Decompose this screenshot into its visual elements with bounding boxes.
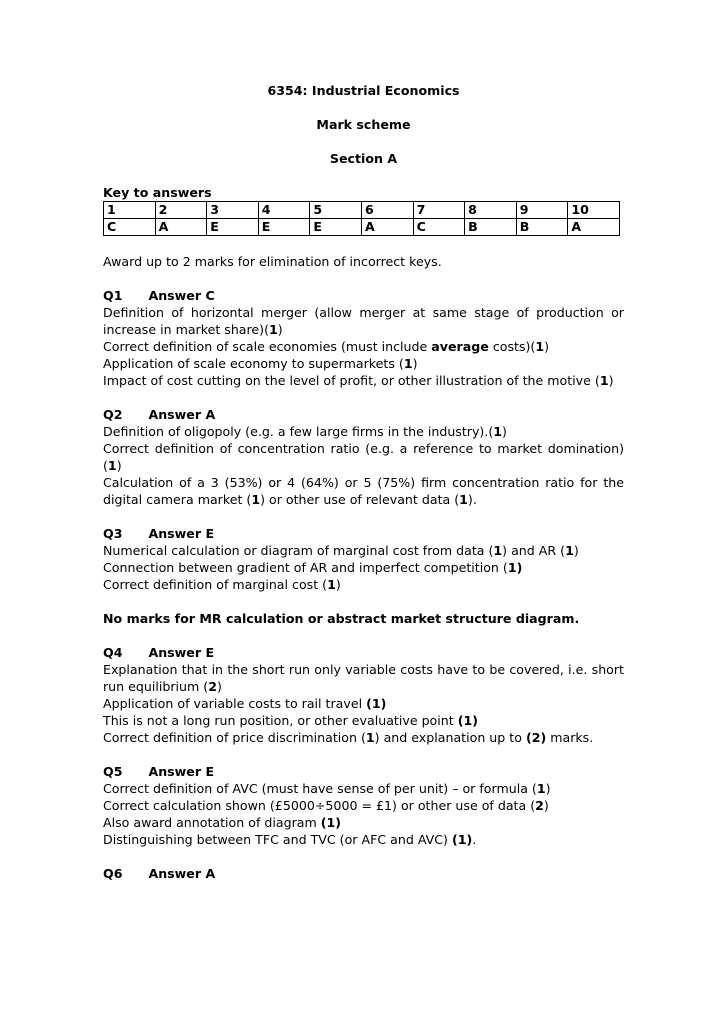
mark-value: 1 xyxy=(403,356,413,371)
mark-line xyxy=(103,576,624,593)
mark-text: Correct calculation shown (£5000÷5000 = £1) or other use of data ( xyxy=(103,798,536,813)
mark-value: (2) xyxy=(525,730,547,745)
answer-key-table xyxy=(103,201,620,236)
question-heading xyxy=(103,865,624,882)
mark-value: 1 xyxy=(493,543,503,558)
key-answer: B xyxy=(465,219,517,236)
key-answer: C xyxy=(104,219,156,236)
question-answer: Answer E xyxy=(148,764,215,779)
key-number: 6 xyxy=(361,202,413,219)
mark-line xyxy=(103,355,624,372)
key-number: 5 xyxy=(310,202,362,219)
key-number: 1 xyxy=(104,202,156,219)
mark-text: marks. xyxy=(546,730,594,745)
question-answer: Answer E xyxy=(148,526,215,541)
mark-text: Connection between gradient of AR and imperfect competition ( xyxy=(103,560,508,575)
key-number: 7 xyxy=(413,202,465,219)
question-number: Q6 xyxy=(103,866,123,881)
mark-text: Also award annotation of diagram xyxy=(103,815,321,830)
key-answer: C xyxy=(413,219,465,236)
mark-text: Correct definition of AVC (must have sense of per unit) – or formula ( xyxy=(103,781,537,796)
mark-value: (1) xyxy=(451,832,473,847)
mark-text: . xyxy=(472,832,477,847)
key-answer: A xyxy=(568,219,620,236)
question-number: Q2 xyxy=(103,407,123,422)
mark-value: 1 xyxy=(251,492,261,507)
key-number: 9 xyxy=(516,202,568,219)
key-answer: B xyxy=(516,219,568,236)
mark-text: ). xyxy=(467,492,477,507)
mark-text: ) xyxy=(216,679,222,694)
mark-text: Calculation of a 3 (53%) or 4 (64%) or 5 (75%) firm concentration ratio for the digital camera market ( xyxy=(103,475,624,507)
intro-text: Award up to 2 marks for elimination of incorrect keys. xyxy=(103,254,442,269)
mark-line xyxy=(103,372,624,389)
mark-text: ) and AR ( xyxy=(502,543,566,558)
mark-emphasis: average xyxy=(431,339,489,354)
mark-value: 1 xyxy=(327,577,336,592)
mark-text: Distinguishing between TFC and TVC (or AFC and AVC) xyxy=(103,832,452,847)
mark-text: Explanation that in the short run only variable costs have to be covered, i.e. short run equilibrium ( xyxy=(103,662,624,694)
key-answer: E xyxy=(310,219,362,236)
question-answer: Answer C xyxy=(148,288,215,303)
question-answer: Answer E xyxy=(148,645,215,660)
mark-text: Correct definition of price discrimination ( xyxy=(103,730,366,745)
mark-text: costs)( xyxy=(488,339,536,354)
key-number-row xyxy=(104,202,620,219)
mark-text: ) xyxy=(608,373,614,388)
mark-value: 1) xyxy=(507,560,523,575)
mark-line xyxy=(103,831,624,848)
mark-text: This is not a long run position, or other evaluative point xyxy=(103,713,458,728)
key-answer: A xyxy=(155,219,207,236)
mark-line xyxy=(103,780,624,797)
key-number: 3 xyxy=(207,202,259,219)
mark-text: ) xyxy=(335,577,341,592)
mark-value: 1 xyxy=(365,730,375,745)
mark-line xyxy=(103,729,624,746)
mark-text: ) or other use of relevant data ( xyxy=(260,492,460,507)
mark-value: 2 xyxy=(535,798,544,813)
section-heading: Section A xyxy=(329,151,398,166)
mark-text: Impact of cost cutting on the level of profit, or other illustration of the motive ( xyxy=(103,373,600,388)
mark-value: (1) xyxy=(457,713,478,728)
mark-line xyxy=(103,542,624,559)
mark-text: ) xyxy=(502,424,507,439)
question-heading xyxy=(103,287,624,304)
mark-text: ) xyxy=(543,798,549,813)
mark-value: 1 xyxy=(565,543,574,558)
mark-line xyxy=(103,797,624,814)
mark-value: 1 xyxy=(269,322,278,337)
question-heading xyxy=(103,406,624,423)
key-answer: E xyxy=(207,219,259,236)
mark-line xyxy=(103,695,624,712)
question-number: Q5 xyxy=(103,764,123,779)
mark-text: ) xyxy=(116,458,122,473)
mark-text: Numerical calculation or diagram of marginal cost from data ( xyxy=(103,543,494,558)
key-heading: Key to answers xyxy=(103,185,212,200)
mark-line xyxy=(103,304,624,338)
mark-line xyxy=(103,423,624,440)
mark-line xyxy=(103,814,624,831)
mark-scheme-page xyxy=(103,82,624,882)
key-answer: E xyxy=(258,219,310,236)
key-number: 10 xyxy=(568,202,620,219)
mark-text: Correct definition of scale economies (must include xyxy=(103,339,432,354)
question-number: Q1 xyxy=(103,288,123,303)
mark-value: 1 xyxy=(536,781,546,796)
question-heading xyxy=(103,644,624,661)
mark-line xyxy=(103,440,624,474)
mark-value: 1 xyxy=(535,339,545,354)
key-number: 4 xyxy=(258,202,310,219)
mark-value: 1 xyxy=(493,424,503,439)
mark-text: Application of variable costs to rail travel xyxy=(103,696,367,711)
mark-text: Application of scale economy to supermarkets ( xyxy=(103,356,404,371)
marking-note xyxy=(103,610,624,627)
document-subtitle: Mark scheme xyxy=(316,117,411,132)
mark-line xyxy=(103,338,624,355)
question-number: Q3 xyxy=(103,526,123,541)
mark-text: ) and explanation up to xyxy=(374,730,526,745)
key-number: 8 xyxy=(465,202,517,219)
question-answer: Answer A xyxy=(148,866,216,881)
mark-text: Correct definition of marginal cost ( xyxy=(103,577,328,592)
mark-line xyxy=(103,661,624,695)
question-heading xyxy=(103,763,624,780)
mark-text: Correct definition of concentration ratio (e.g. a reference to market domination) ( xyxy=(103,441,624,473)
mark-value: (1) xyxy=(320,815,342,830)
key-number: 2 xyxy=(155,202,207,219)
mark-value: 1 xyxy=(107,458,117,473)
mark-text: ) xyxy=(544,339,550,354)
key-answer: A xyxy=(361,219,413,236)
mark-text: Definition of horizontal merger (allow merger at same stage of production or increase in market share)( xyxy=(103,305,624,337)
mark-value: 2 xyxy=(208,679,217,694)
mark-value: (1) xyxy=(366,696,387,711)
mark-text: ) xyxy=(573,543,579,558)
mark-text: ) xyxy=(412,356,418,371)
document-title: 6354: Industrial Economics xyxy=(267,83,460,98)
mark-text: ) xyxy=(545,781,551,796)
mark-line xyxy=(103,474,624,508)
note-text: No marks for MR calculation or abstract market structure diagram. xyxy=(103,611,580,626)
mark-value: 1 xyxy=(459,492,468,507)
mark-value: 1 xyxy=(599,373,609,388)
mark-text: ) xyxy=(277,322,283,337)
question-answer: Answer A xyxy=(148,407,216,422)
question-heading xyxy=(103,525,624,542)
mark-line xyxy=(103,712,624,729)
mark-line xyxy=(103,559,624,576)
mark-text: Definition of oligopoly (e.g. a few large firms in the industry).( xyxy=(103,424,494,439)
question-number: Q4 xyxy=(103,645,123,660)
key-answer-row xyxy=(104,219,620,236)
